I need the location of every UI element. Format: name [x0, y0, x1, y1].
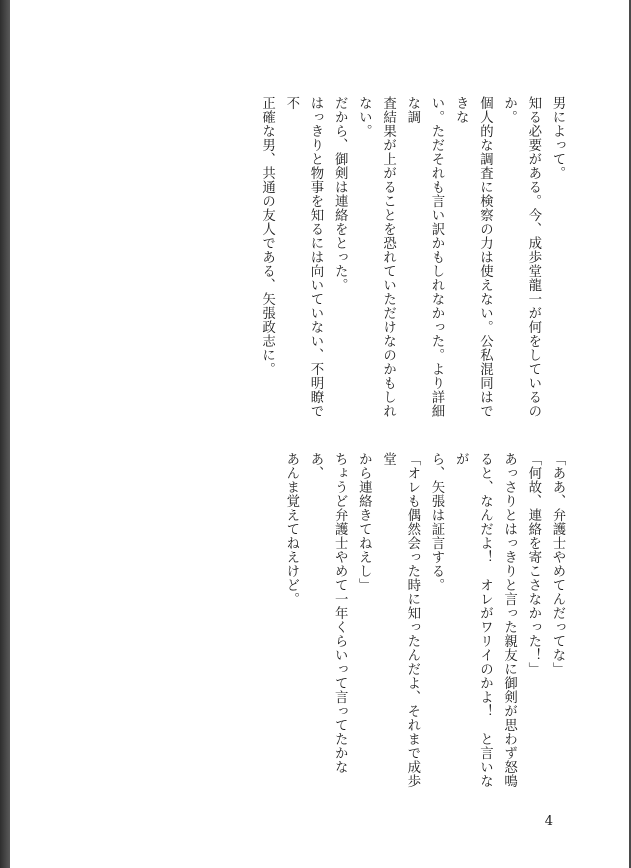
- text-line: から連絡きてねえし」: [356, 452, 372, 592]
- text-line: だから、御剣は連絡をとった。: [332, 96, 348, 292]
- text-line: 「何故、連絡を寄こさなかった！」: [525, 452, 541, 676]
- book-spine-shadow: [0, 0, 10, 868]
- text-line: はっきりと物事を知るには向いていない、不明瞭で不: [283, 96, 323, 418]
- text-line: 個人的な調査に検察の力は使えない。公私混同はできな: [453, 96, 493, 418]
- text-line: ると、なんだよ！ オレがワリイのかよ！ と言いなが: [453, 452, 493, 788]
- text-line: 「ああ、弁護士やめてんだってな」: [550, 452, 565, 676]
- text-line: 知る必要がある。今、成歩堂龍一が何をしているのか。: [501, 96, 541, 418]
- text-line: 査結果が上がることを恐れていただけなのかもしれない。: [356, 96, 396, 418]
- text-line: 正確な男、共通の友人である、矢張政志に。: [259, 96, 275, 376]
- document-page: [10, 0, 629, 868]
- text-line: い。ただそれも言い訳かもしれなかった。より詳細な調: [404, 96, 444, 418]
- text-line: あんま覚えてねえけど。: [283, 452, 299, 606]
- text-line: 「オレも偶然会った時に知ったんだよ、それまで成歩堂: [380, 452, 420, 788]
- text-line: 男によって。: [550, 96, 565, 180]
- text-line: ら、矢張は証言する。: [428, 452, 444, 592]
- vertical-text-block-lower: [119, 452, 569, 792]
- vertical-text-block-upper: [119, 96, 569, 426]
- text-line: ちょうど弁護士やめて一年くらいって言ってたかなあ、: [307, 452, 348, 774]
- text-line: あっさりとはっきりと言った親友に御剣が思わず怒鳴: [501, 452, 517, 788]
- page-number: 4: [544, 814, 553, 829]
